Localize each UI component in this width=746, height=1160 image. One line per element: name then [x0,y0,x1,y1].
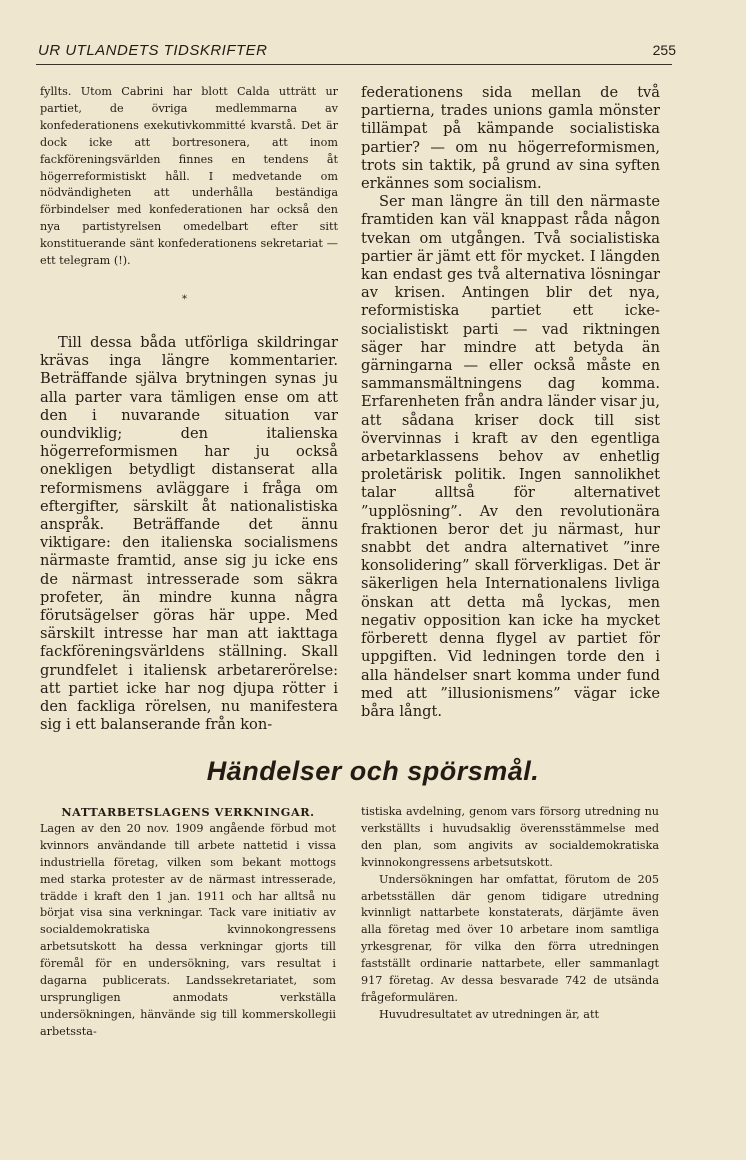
article-heading: NATTARBETSLAGENS VERKNINGAR. [61,805,315,819]
header-rule [36,64,672,65]
article-right-paragraph-1: tistiska avdelning, genom vars försorg utredning nu verkställts i huvudsaklig överensstämmelse med den plan, som angivits av socialdemokratiska kvinnokongressens arbetsutskott. [361,805,659,869]
body-paragraph: Till dessa båda utförliga skildringar krävas inga längre kommentarier. Beträffande själva brytningen synas ju alla parter vara tämligen ense om att den i nuvarande situation var oundviklig; den italienska högerreformismen har ju också onekligen betydligt distanserat alla reformismens avläggare i fråga om eftergifter, särskilt åt nationalistiska anspråk. Beträffande det ännu viktigare: den italienska socialismens närmaste framtid, anse sig ju icke ens de närmast intresserade som säkra profeter, än mindre kunna några förutsägelser göras här uppe. Med särskilt intresse har man att iakttaga fackföreningsvärldens ställning. Skall grundfelet i italiensk arbetarerörelse: att partiet icke har nog djupa rötter i den fackliga rörelsen, nu manifestera sig i ett balanserande från kon- [40,334,338,734]
right-paragraph-1: federationens sida mellan de två partierna, trades unions gamla mönster tillämpat på kämpande socialistiska partier? — om nu högerreformismen, trots sin taktik, på grund av sina syften erkännes som socialism. [361,84,660,193]
article-right-paragraph-2: Undersökningen har omfattat, förutom de 205 arbetsställen där genom tidigare utredning kvinnligt nattarbete konstaterats, därjämte även alla företag med över 10 arbetare inom samtliga yrkesgrenar, för vilka den förra utredningen fastställt ordinarie nattarbete, eller sammanlagt 917 företag. Av dessa besvarade 742 de utsända frågeformulären. [361,872,659,1004]
quote-block [40,84,338,270]
section-separator-star: * [182,294,187,305]
article-right-paragraph-3: Huvudresultatet av utredningen är, att [379,1007,599,1021]
article-left-column [40,804,336,1041]
right-paragraph-2: Ser man längre än till den närmaste framtiden kan väl knappast råda någon tvekan om utgången. Två socialistiska partier är jämt ett för mycket. I längden kan endast ges två alternativa lösningar av krisen. Antingen blir det nya, reformistiska partiet ett icke-socialistiskt parti — vad riktningen säger har mindre att betyda än gärningarna — eller också måste en sammansmältningens dag komma. Erfarenheten från andra länder visar ju, att sådana kriser dock till sist övervinnas i kraft av den egentliga arbetarklassens behov av enhetlig proletärisk politik. Ingen sannolikhet talar alltså för alternativet ”upplösning”. Av den revolutionära fraktionen beror det ju närmast, hur snabbt det andra alternativet ”inre konsolidering” skall förverkligas. Det är säkerligen hela Internationalens livliga önskan att detta må lyckas, men negativ opposition kan icke ha mycket förberett denna flygel av partiet för uppgiften. Vid ledningen torde den i alla händelser snart komma under fund med att ”illusionismens” vägar icke båra långt. [361,193,660,720]
quote-paragraph: fyllts. Utom Cabrini har blott Calda utträtt ur partiet, de övriga medlemmarna av konfederationens exekutivkommitté kvarstå. Det är dock icke att bortresonera, att inom fackföreningsvärlden finnes en tendens åt högerreformistiskt håll. I medvetande om nödvändigheten att underhålla beständiga förbindelser med konfederationen har också den nya partistyrelsen omedelbart efter sitt konstituerande sänt konfederationens sekretariat — ett telegram (!). [40,85,338,268]
page-number: 255 [652,42,676,58]
article-right-column [361,804,659,1024]
right-body-column [361,84,660,721]
section-title: Händelser och spörsmål. [206,756,540,786]
running-title: UR UTLANDETS TIDSKRIFTER [38,42,268,59]
left-body-column [40,334,338,734]
article-left-text: Lagen av den 20 nov. 1909 angående förbud mot kvinnors användande till arbete nattetid i vissa industriella företag, vilken som bekant mottogs med starka protester av de närmast intresserade, trädde i kraft den 1 jan. 1911 och har alltså nu börjat visa sina verkningar. Tack vare initiativ av socialdemokratiska kvinnokongressens arbetsutskott ha dessa verkningar gjorts till föremål för en undersökning, vars resultat i dagarna publicerats. Landssekretariatet, som ursprungligen anmodats verkställa undersökningen, hänvände sig till kommerskollegii arbetssta- [40,821,336,1038]
